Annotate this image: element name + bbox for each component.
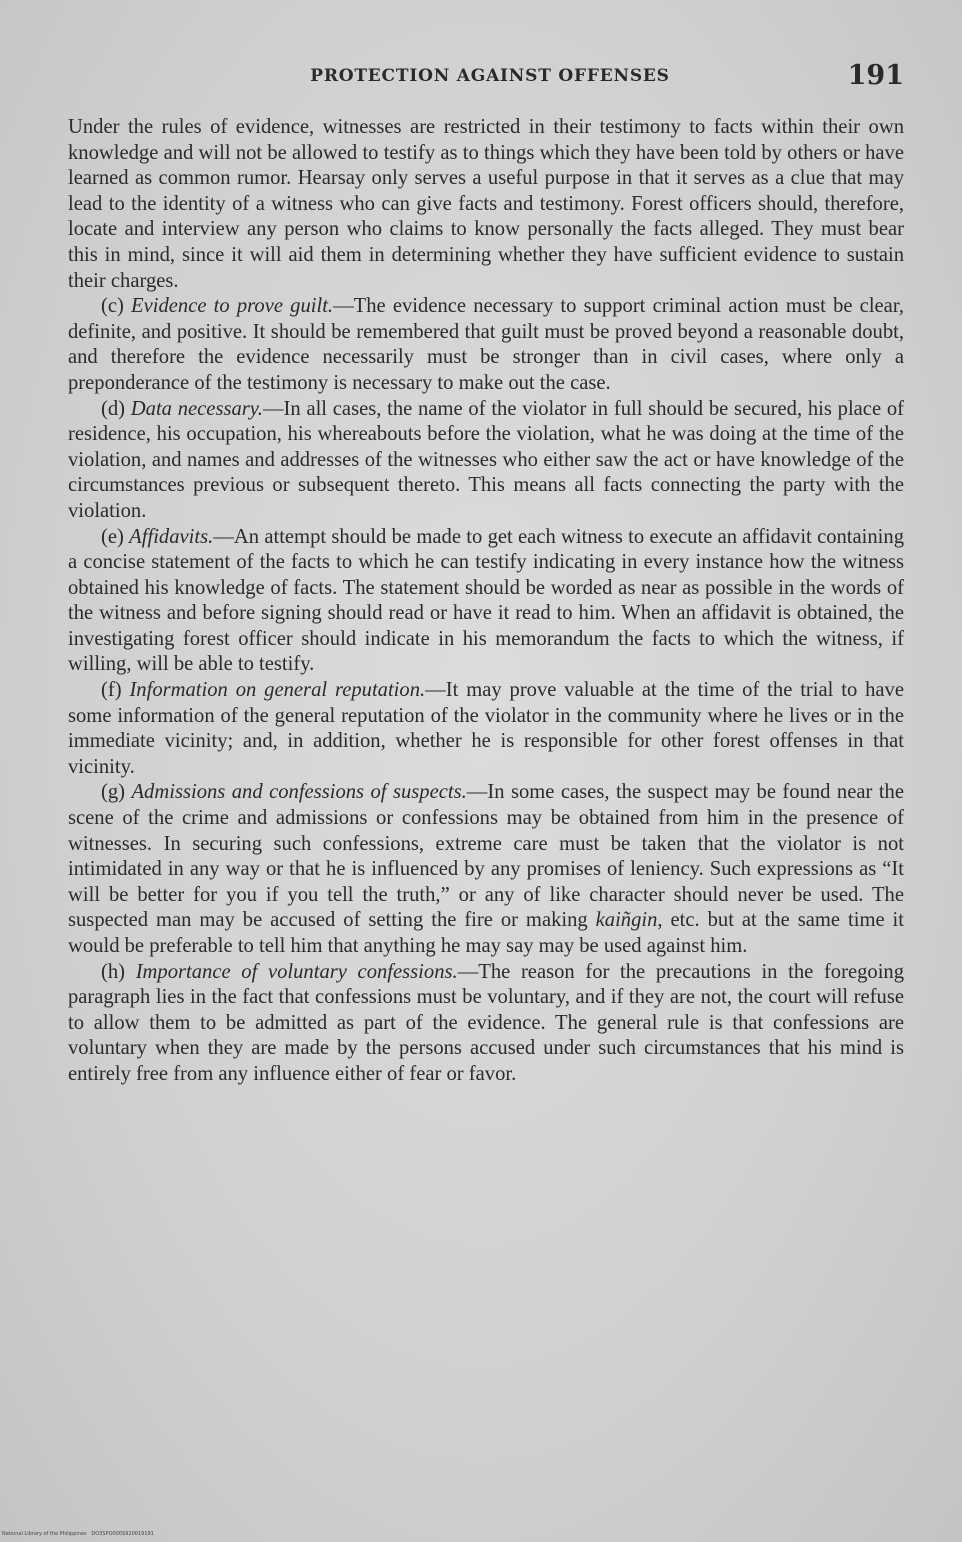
page-header — [70, 60, 910, 100]
paragraph-text: Under the rules of evidence, witnesses are restricted in their testimony to facts within their own knowledge and will not be allowed to testify as to things which they have been told by others or have learned as common rumor. Hearsay only serves a useful purpose in that it serves as a clue that may lead to the identity of a witness who can give facts and testimony. Forest officers should, therefore, locate and interview any person who claims to know personally the facts alleged. They must bear this in mind, since it will aid them in determining whether they have sufficient evidence to sustain their charges. — [68, 116, 904, 292]
paragraph-label: (d) — [101, 397, 126, 420]
paragraph-heading: Evidence to prove guilt. — [131, 295, 334, 318]
paragraph-voluntary-confessions — [68, 960, 904, 1088]
paragraph-text: —In some cases, the suspect may be found near the scene of the crime and admissions or confessions may be obtained from him in the presence of witnesses. In securing such confessions, extreme care must be taken that the violator is not intimidated in any way or that he is influenced by any promises of leniency. Such expressions as “It will be better for you if you tell the truth,” or any of like character should never be used. The suspected man may be accused of setting the fire or making — [68, 781, 904, 932]
paragraph-text: , etc. but at the same time it would be preferable to tell him that anything he may say may be used against him. — [68, 909, 904, 957]
running-head: PROTECTION AGAINST OFFENSES — [310, 66, 670, 86]
paragraph-heading: Importance of voluntary confessions. — [135, 960, 458, 983]
paragraph-label: (h) — [101, 960, 126, 983]
paragraph-label: (e) — [101, 525, 124, 548]
page-number: 191 — [847, 60, 904, 91]
paragraph-general-reputation — [68, 678, 904, 780]
paragraph-label: (g) — [101, 781, 126, 804]
paragraph-evidence-to-prove-guilt — [68, 294, 904, 396]
paragraph-text: —The evidence necessary to support criminal action must be clear, definite, and positive. It should be remembered that guilt must be proved beyond a reasonable doubt, and therefore the evidence necessarily must be stronger than in civil cases, where only a preponderance of the testimony is necessary to make out the case. — [68, 295, 905, 394]
footer-source: National Library of the Philippines — [2, 1531, 87, 1537]
paragraph-label: (c) — [101, 295, 124, 318]
paragraph-affidavits — [68, 525, 904, 679]
paragraph-text: —An attempt should be made to get each witness to execute an affidavit containing a concise statement of the facts to which he can testify indicating in every instance how the witness obtained his knowledge of facts. The statement should be worded as near as possible in the words of the witness and before signing should read or have it read to him. When an affidavit is obtained, the investigating forest officer should indicate in his memorandum the facts to which the witness, if willing, will be able to testify. — [68, 525, 905, 676]
paragraph-text: —It may prove valuable at the time of the trial to have some information of the general reputation of the violator in the community where he lives or in the immediate vicinity; and, in addition, whether he is responsible for other forest offenses in that vicinity. — [68, 679, 904, 778]
paragraph-heading: Information on general reputation. — [129, 679, 426, 702]
scan-footer — [2, 1531, 154, 1537]
paragraph-admissions-confessions — [68, 780, 904, 959]
paragraph-label: (f) — [101, 679, 122, 702]
paragraph-heading: Admissions and confessions of suspects. — [131, 781, 467, 804]
italic-term: kaiñgin — [595, 909, 658, 932]
paragraph-data-necessary — [68, 397, 904, 525]
paragraph-heading: Affidavits. — [129, 525, 214, 548]
paragraph-hearsay — [68, 115, 904, 294]
body-text — [68, 115, 904, 1088]
footer-reference: DO3SPO000S920019191 — [91, 1531, 154, 1537]
paragraph-text: —The reason for the precautions in the foregoing paragraph lies in the fact that confessions must be voluntary, and if they are not, the court will refuse to allow them to be admitted as part of the evidence. The general rule is that confessions are voluntary when they are made by the persons accused under such circumstances that his mind is entirely free from any influence either of fear or favor. — [68, 960, 905, 1085]
paragraph-heading: Data necessary. — [130, 397, 263, 420]
paragraph-text: —In all cases, the name of the violator in full should be secured, his place of residence, his occupation, his whereabouts before the violation, what he was doing at the time of the violation, and names and addresses of the witnesses who either saw the act or have knowledge of the circumstances previous or subsequent thereto. This means all facts connecting the party with the violation. — [68, 397, 904, 522]
